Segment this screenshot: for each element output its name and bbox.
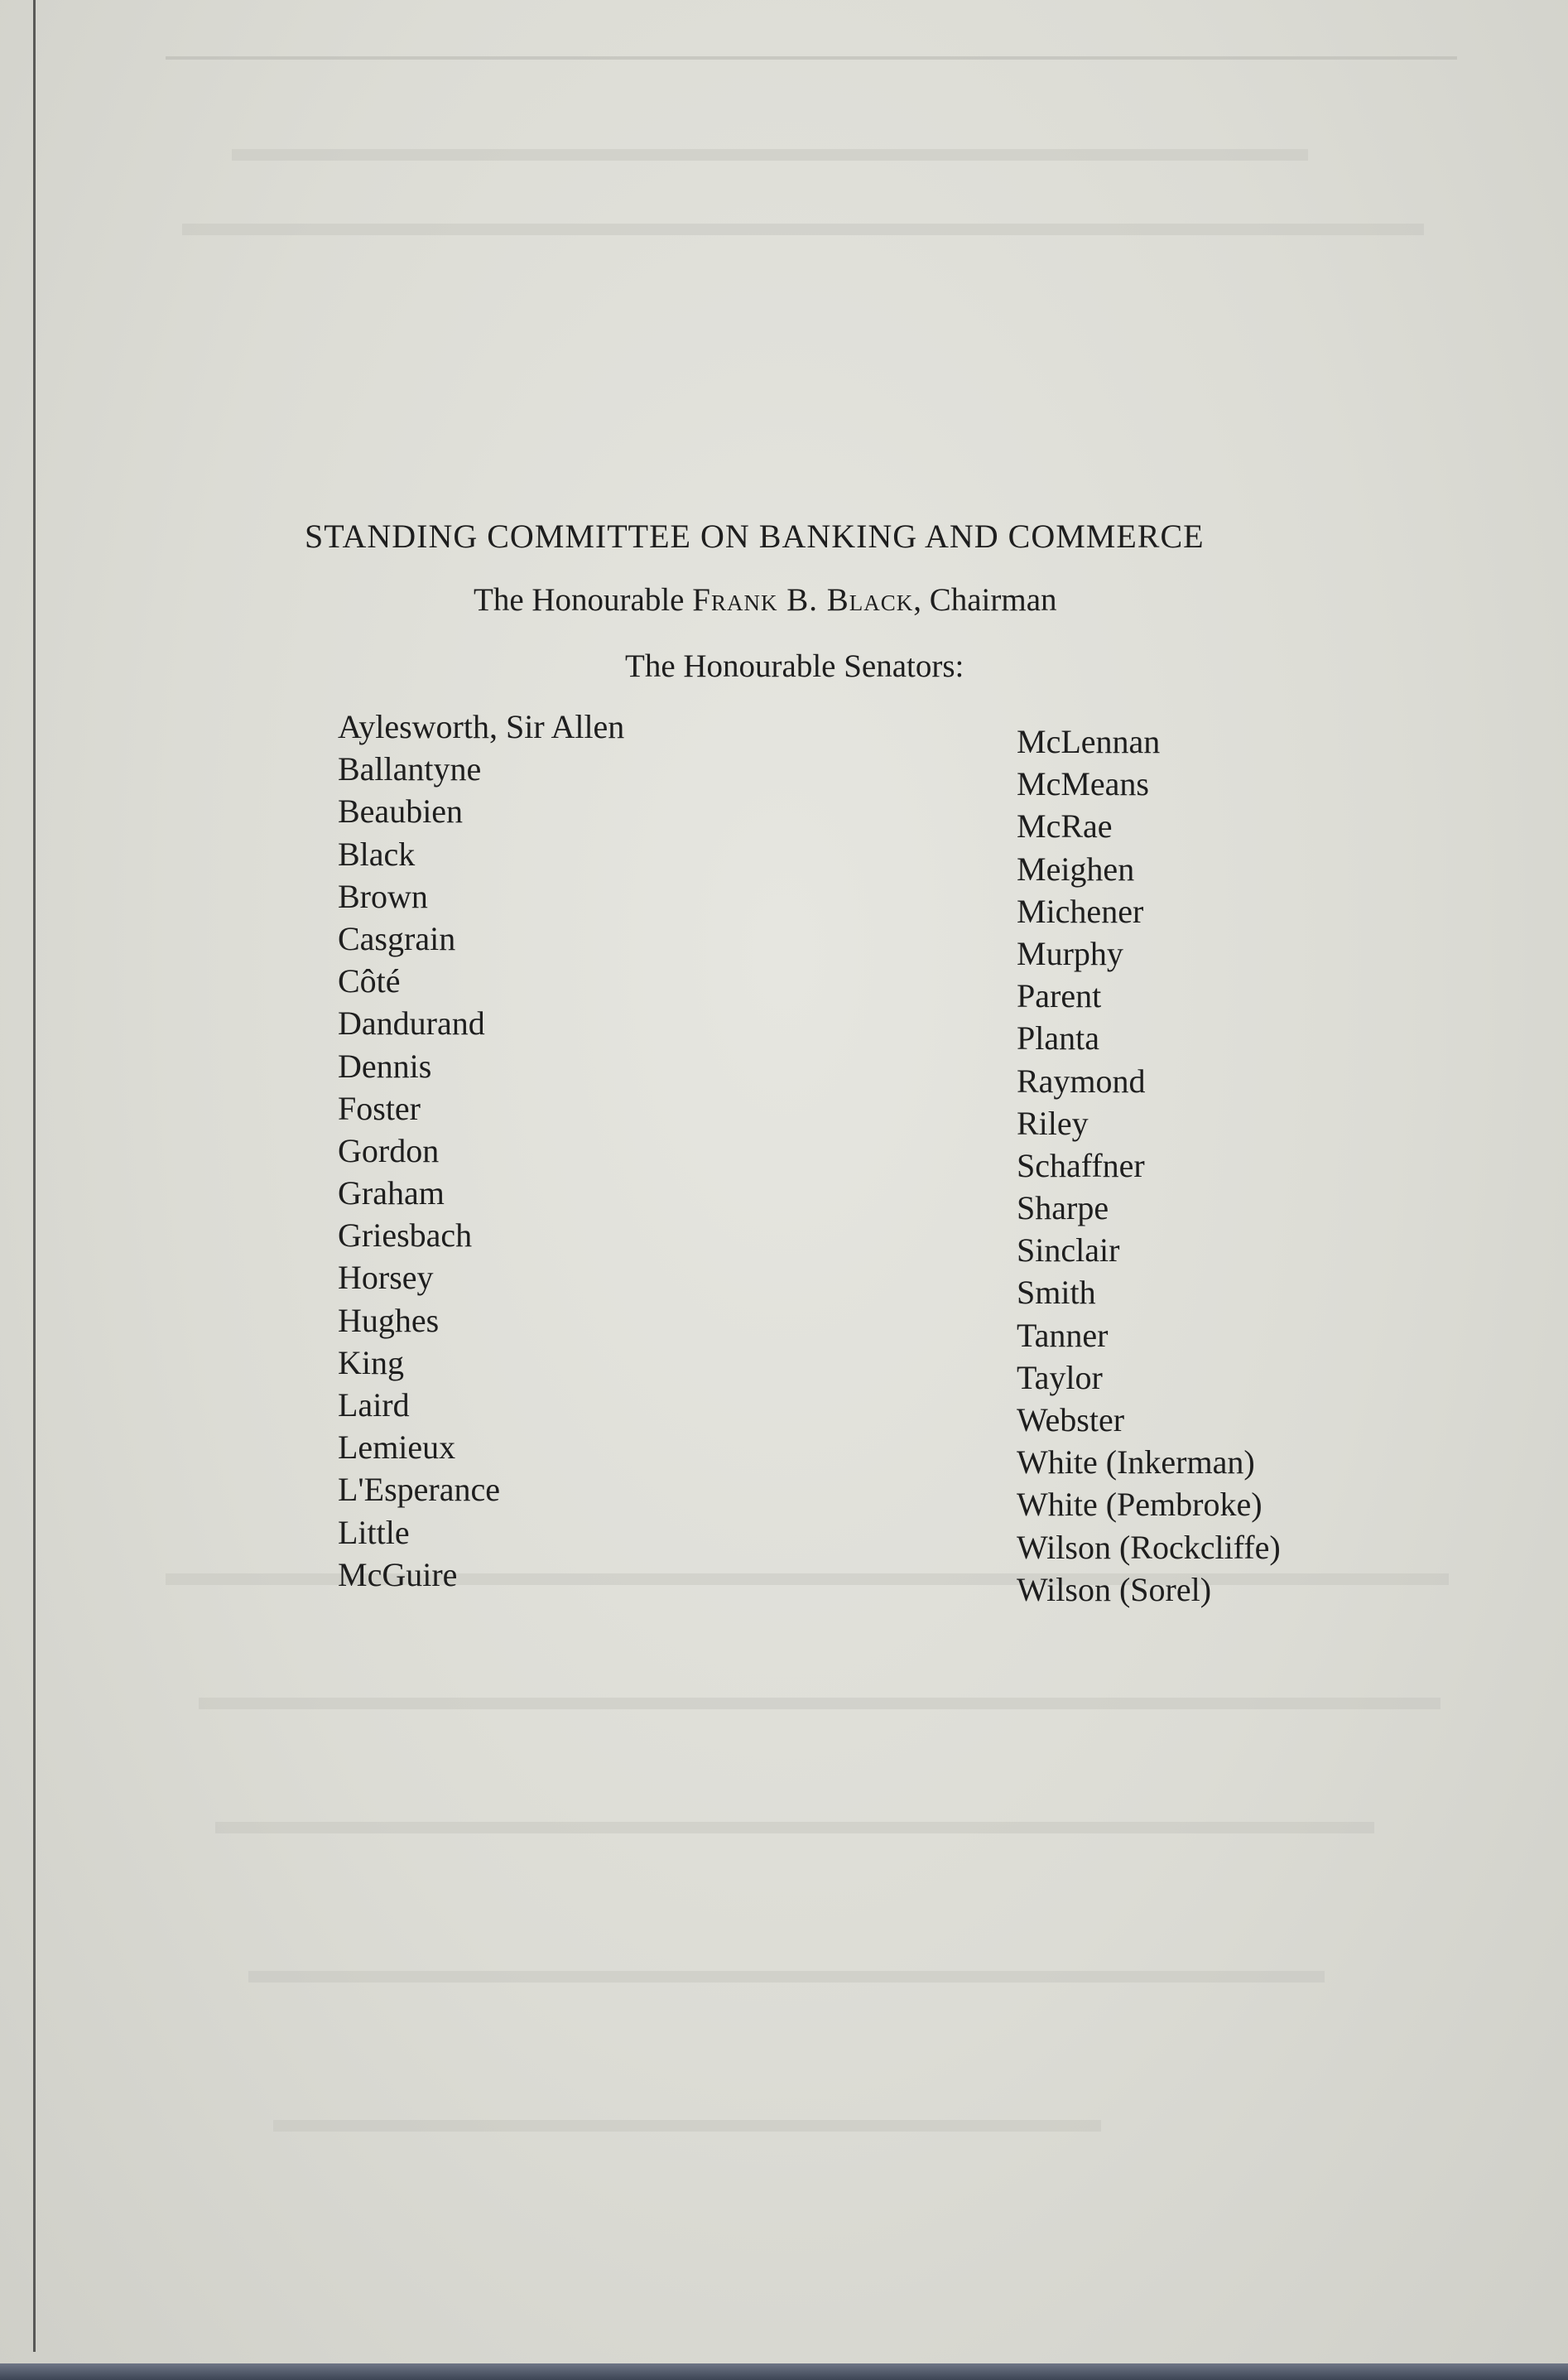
bleed-through-text [182,224,1424,235]
senator-name: Sinclair [1017,1231,1120,1269]
senator-name: Hughes [338,1301,440,1339]
senator-name: McRae [1017,807,1113,846]
senator-name: Smith [1017,1274,1096,1312]
senator-name: Côté [338,962,401,1000]
page-bottom-edge [0,2363,1568,2380]
senator-name: Webster [1017,1401,1125,1438]
senator-name: Michener [1017,892,1144,930]
chairman-prefix: The Honourable [474,582,685,618]
senator-name: Foster [338,1089,421,1127]
senator-name: Schaffner [1017,1146,1145,1184]
senator-name: Murphy [1017,934,1123,972]
chairman-line [474,581,1301,619]
senator-name: Riley [1017,1104,1089,1142]
committee-title: STANDING COMMITTEE ON BANKING AND COMMERCE [305,518,1205,555]
senator-name: Laird [338,1386,410,1424]
senator-name: L'Esperance [338,1471,500,1509]
senator-name: Gordon [338,1131,440,1169]
bleed-through-text [248,1971,1325,1983]
senator-name: Wilson (Rockcliffe) [1017,1528,1281,1566]
senator-name: Tanner [1017,1316,1109,1354]
senator-name: Aylesworth, Sir Allen [338,708,625,745]
senator-name: Beaubien [338,793,464,831]
senators-left-column [338,706,768,1596]
bleed-through-text [199,1698,1441,1709]
senator-name: Black [338,835,416,873]
bleed-through-text [273,2120,1101,2132]
senator-name: White (Inkerman) [1017,1443,1255,1481]
senator-name: Sharpe [1017,1189,1109,1227]
senators-right-column [1017,720,1480,1611]
senator-name: Griesbach [338,1216,473,1255]
senator-name: Wilson (Sorel) [1017,1570,1212,1608]
senator-name: Little [338,1513,410,1551]
senator-name: White (Pembroke) [1017,1486,1263,1524]
senator-name: McMeans [1017,765,1149,803]
chairman-name: Frank B. Black [692,582,914,618]
senators-heading: The Honourable Senators: [625,648,964,684]
senator-name: Ballantyne [338,750,482,788]
page-margin-rule [33,0,36,2352]
senator-name: Planta [1017,1019,1099,1058]
senator-name: McGuire [338,1555,458,1593]
senator-name: Horsey [338,1259,434,1297]
senator-name: Casgrain [338,919,456,957]
senator-name: King [338,1343,404,1381]
senator-name: Parent [1017,977,1102,1015]
senator-name: Raymond [1017,1062,1146,1100]
chairman-suffix: , Chairman [913,582,1057,618]
bleed-through-rule [166,56,1457,60]
senator-name: Lemieux [338,1428,456,1467]
senator-name: McLennan [1017,723,1161,760]
senator-name: Graham [338,1174,445,1212]
senator-name: Brown [338,877,428,915]
senator-name: Dandurand [338,1005,485,1043]
bleed-through-text [215,1822,1374,1833]
senator-name: Taylor [1017,1358,1103,1396]
senator-name: Dennis [338,1047,432,1085]
bleed-through-text [232,149,1308,161]
senator-name: Meighen [1017,850,1135,888]
